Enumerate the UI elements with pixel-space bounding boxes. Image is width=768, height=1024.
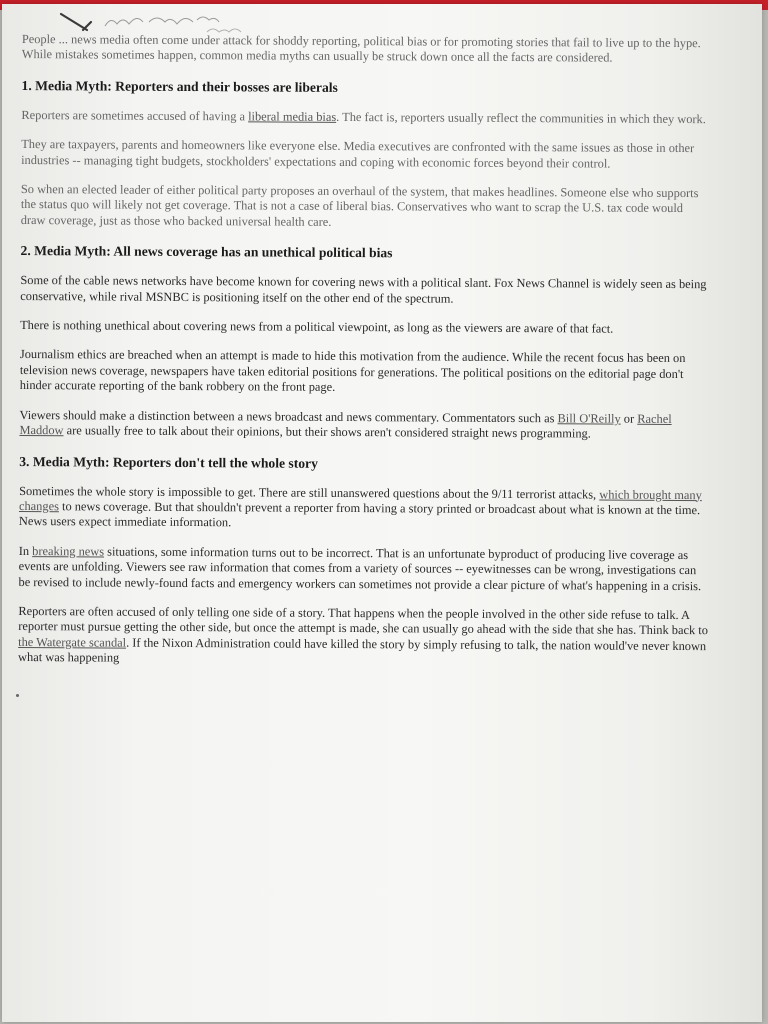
section-1-paragraph-1: Reporters are sometimes accused of having a liberal media bias. The fact is, reporters usually reflect the communities in which they work. (21, 107, 706, 126)
link-watergate-scandal[interactable]: the Watergate scandal (18, 634, 127, 650)
section-2-heading: 2. Media Myth: All news coverage has an unethical political bias (20, 243, 393, 261)
link-bill-oreilly[interactable]: Bill O'Reilly (557, 410, 621, 426)
section-3-paragraph-2: In breaking news situations, some information turns out to be incorrect. That is an unfortunate byproduct of producing live coverage as events are unfolding. Viewers see raw information that comes from a variety of sources -- eyewitnesses can be wrong, investigations can be revised to include newly-found facts and emergency workers can sometimes not provide a clear picture of what's happening in a crisis. (18, 543, 702, 593)
link-which-brought-many-changes[interactable]: which brought many changes (18, 487, 702, 514)
section-2-paragraph-1: Some of the cable news networks have become known for covering news with a political slant. Fox News Channel is widely seen as being conservative, while rival MSNBC is positioning itself on the other end of the spectrum. (20, 273, 707, 306)
link-liberal-media-bias[interactable]: liberal media bias (248, 109, 337, 124)
section-1-heading: 1. Media Myth: Reporters and their bosses are liberals (21, 77, 338, 95)
paper-sheet (2, 4, 762, 1022)
section-3-heading: 3. Media Myth: Reporters don't tell the whole story (19, 453, 318, 471)
section-3-paragraph-3: Reporters are often accused of only telling one side of a story. That happens when the people involved in the other side refuse to talk. A reporter must pursue getting the other side, but once the attempt is made, she can usually go ahead with the side that she has. Think back to the Watergate scandal. If the Nixon Administration could have killed the story by simply refusing to talk, the nation would've never known what was happening (18, 603, 708, 665)
section-2-paragraph-2: There is nothing unethical about covering news from a political viewpoint, as long as the viewers are aware of that fact. (20, 318, 614, 336)
stray-mark (16, 694, 19, 697)
section-3-paragraph-1: Sometimes the whole story is impossible to get. There are still unanswered questions about the 9/11 terrorist attacks, which brought many changes to news coverage. But that shouldn't prevent a reporter from having a story printed or broadcast about what is known at the time. News users expect immediate information. (18, 483, 702, 530)
article-body (18, 16, 712, 684)
section-2-paragraph-3: Journalism ethics are breached when an attempt is made to hide this motivation from the audience. While the recent focus has been on television news coverage, newspapers have taken editorial positions for generations. The political positions on the editorial page don't hinder accurate reporting of the bank robbery on the front page. (19, 347, 686, 395)
section-1-paragraph-3: So when an elected leader of either political party proposes an overhaul of the system, that makes headlines. Someone else who supports the status quo will likely not get coverage. That is not a case of liberal bias. Conservatives who want to scrap the U.S. tax code would draw coverage, just as those who backed universal health care. (20, 182, 699, 229)
link-rachel-maddow[interactable]: Rachel Maddow (19, 411, 672, 438)
section-1-paragraph-2: They are taxpayers, parents and homeowners like everyone else. Media executives are confronted with the same issues as those in other industries -- managing tight budgets, stockholders' expectations and coping with economic forces beyond their control. (21, 137, 695, 171)
intro-paragraph: People ... news media often come under attack for shoddy reporting, political bias or for promoting stories that fail to live up to the hype. While mistakes sometimes happen, common media myths can usually be struck down once all the facts are considered. (21, 31, 701, 66)
link-breaking-news[interactable]: breaking news (32, 543, 105, 559)
section-2-paragraph-4: Viewers should make a distinction between a news broadcast and news commentary. Commentators such as Bill O'Reilly or Rachel Maddow are usually free to talk about their opinions, but their shows aren't considered straight news programming. (19, 407, 672, 441)
